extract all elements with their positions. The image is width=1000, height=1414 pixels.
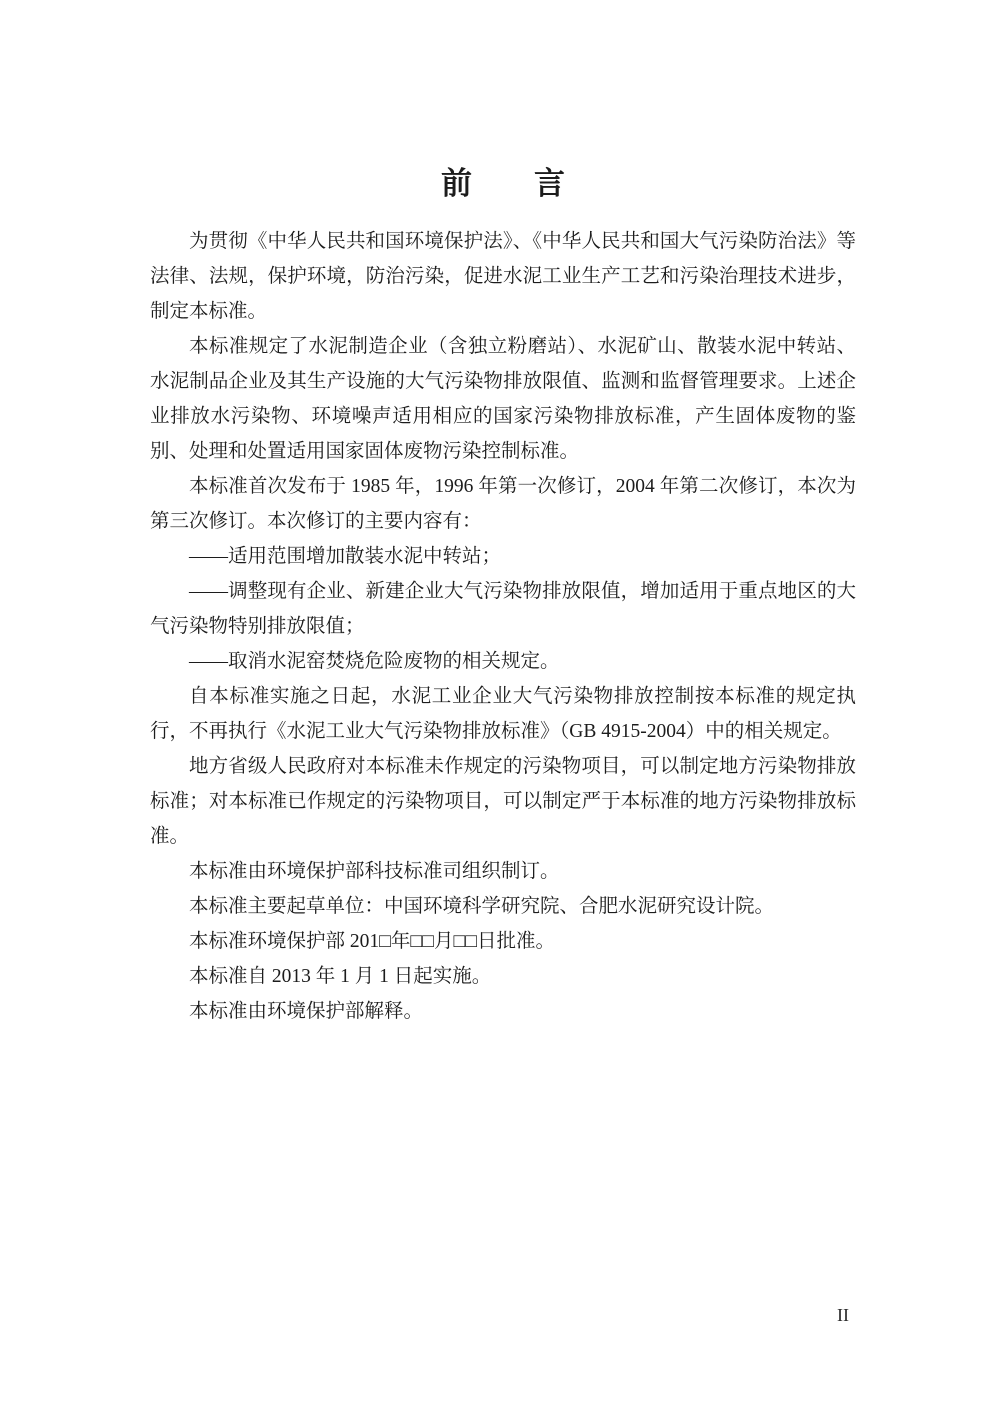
paragraph-approval-date: 本标准环境保护部 201□年□□月□□日批准。 bbox=[189, 931, 556, 952]
paragraph-revision-item-2: ——调整现有企业、新建企业大气污染物排放限值，增加适用于重点地区的大气污染物特别排放限值； bbox=[150, 581, 856, 637]
paragraph-scope: 本标准规定了水泥制造企业（含独立粉磨站）、水泥矿山、散装水泥中转站、水泥制品企业及其生产设施的大气污染物排放限值、监测和监督管理要求。上述企业排放水污染物、环境噪声适用相应的国家污染物排放标准，产生固体废物的鉴别、处理和处置适用国家固体废物污染控制标准。 bbox=[150, 336, 856, 462]
paragraph-revision-item-1: ——适用范围增加散装水泥中转站； bbox=[189, 546, 502, 567]
paragraph-local-standards: 地方省级人民政府对本标准未作规定的污染物项目，可以制定地方污染物排放标准；对本标准已作规定的污染物项目，可以制定严于本标准的地方污染物排放标准。 bbox=[150, 756, 856, 847]
paragraph-history: 本标准首次发布于 1985 年，1996 年第一次修订，2004 年第二次修订，本次为第三次修订。本次修订的主要内容有： bbox=[150, 476, 856, 532]
paragraph-organizer: 本标准由环境保护部科技标准司组织制订。 bbox=[189, 861, 560, 882]
paragraph-implementation: 自本标准实施之日起，水泥工业企业大气污染物排放控制按本标准的规定执行，不再执行《水泥工业大气污染物排放标准》（GB 4915-2004）中的相关规定。 bbox=[150, 686, 856, 742]
document-content bbox=[150, 0, 856, 1029]
document-body bbox=[150, 224, 856, 1029]
paragraph-drafting-units: 本标准主要起草单位：中国环境科学研究院、合肥水泥研究设计院。 bbox=[189, 896, 775, 917]
paragraph-intro: 为贯彻《中华人民共和国环境保护法》、《中华人民共和国大气污染防治法》等法律、法规，保护环境，防治污染，促进水泥工业生产工艺和污染治理技术进步，制定本标准。 bbox=[150, 231, 856, 322]
page-number: II bbox=[837, 1305, 849, 1325]
paragraph-revision-item-3: ——取消水泥窑焚烧危险废物的相关规定。 bbox=[189, 651, 560, 672]
page-title: 前 言 bbox=[441, 166, 565, 201]
paragraph-interpretation: 本标准由环境保护部解释。 bbox=[189, 1001, 424, 1022]
paragraph-effective-date: 本标准自 2013 年 1 月 1 日起实施。 bbox=[189, 966, 492, 987]
